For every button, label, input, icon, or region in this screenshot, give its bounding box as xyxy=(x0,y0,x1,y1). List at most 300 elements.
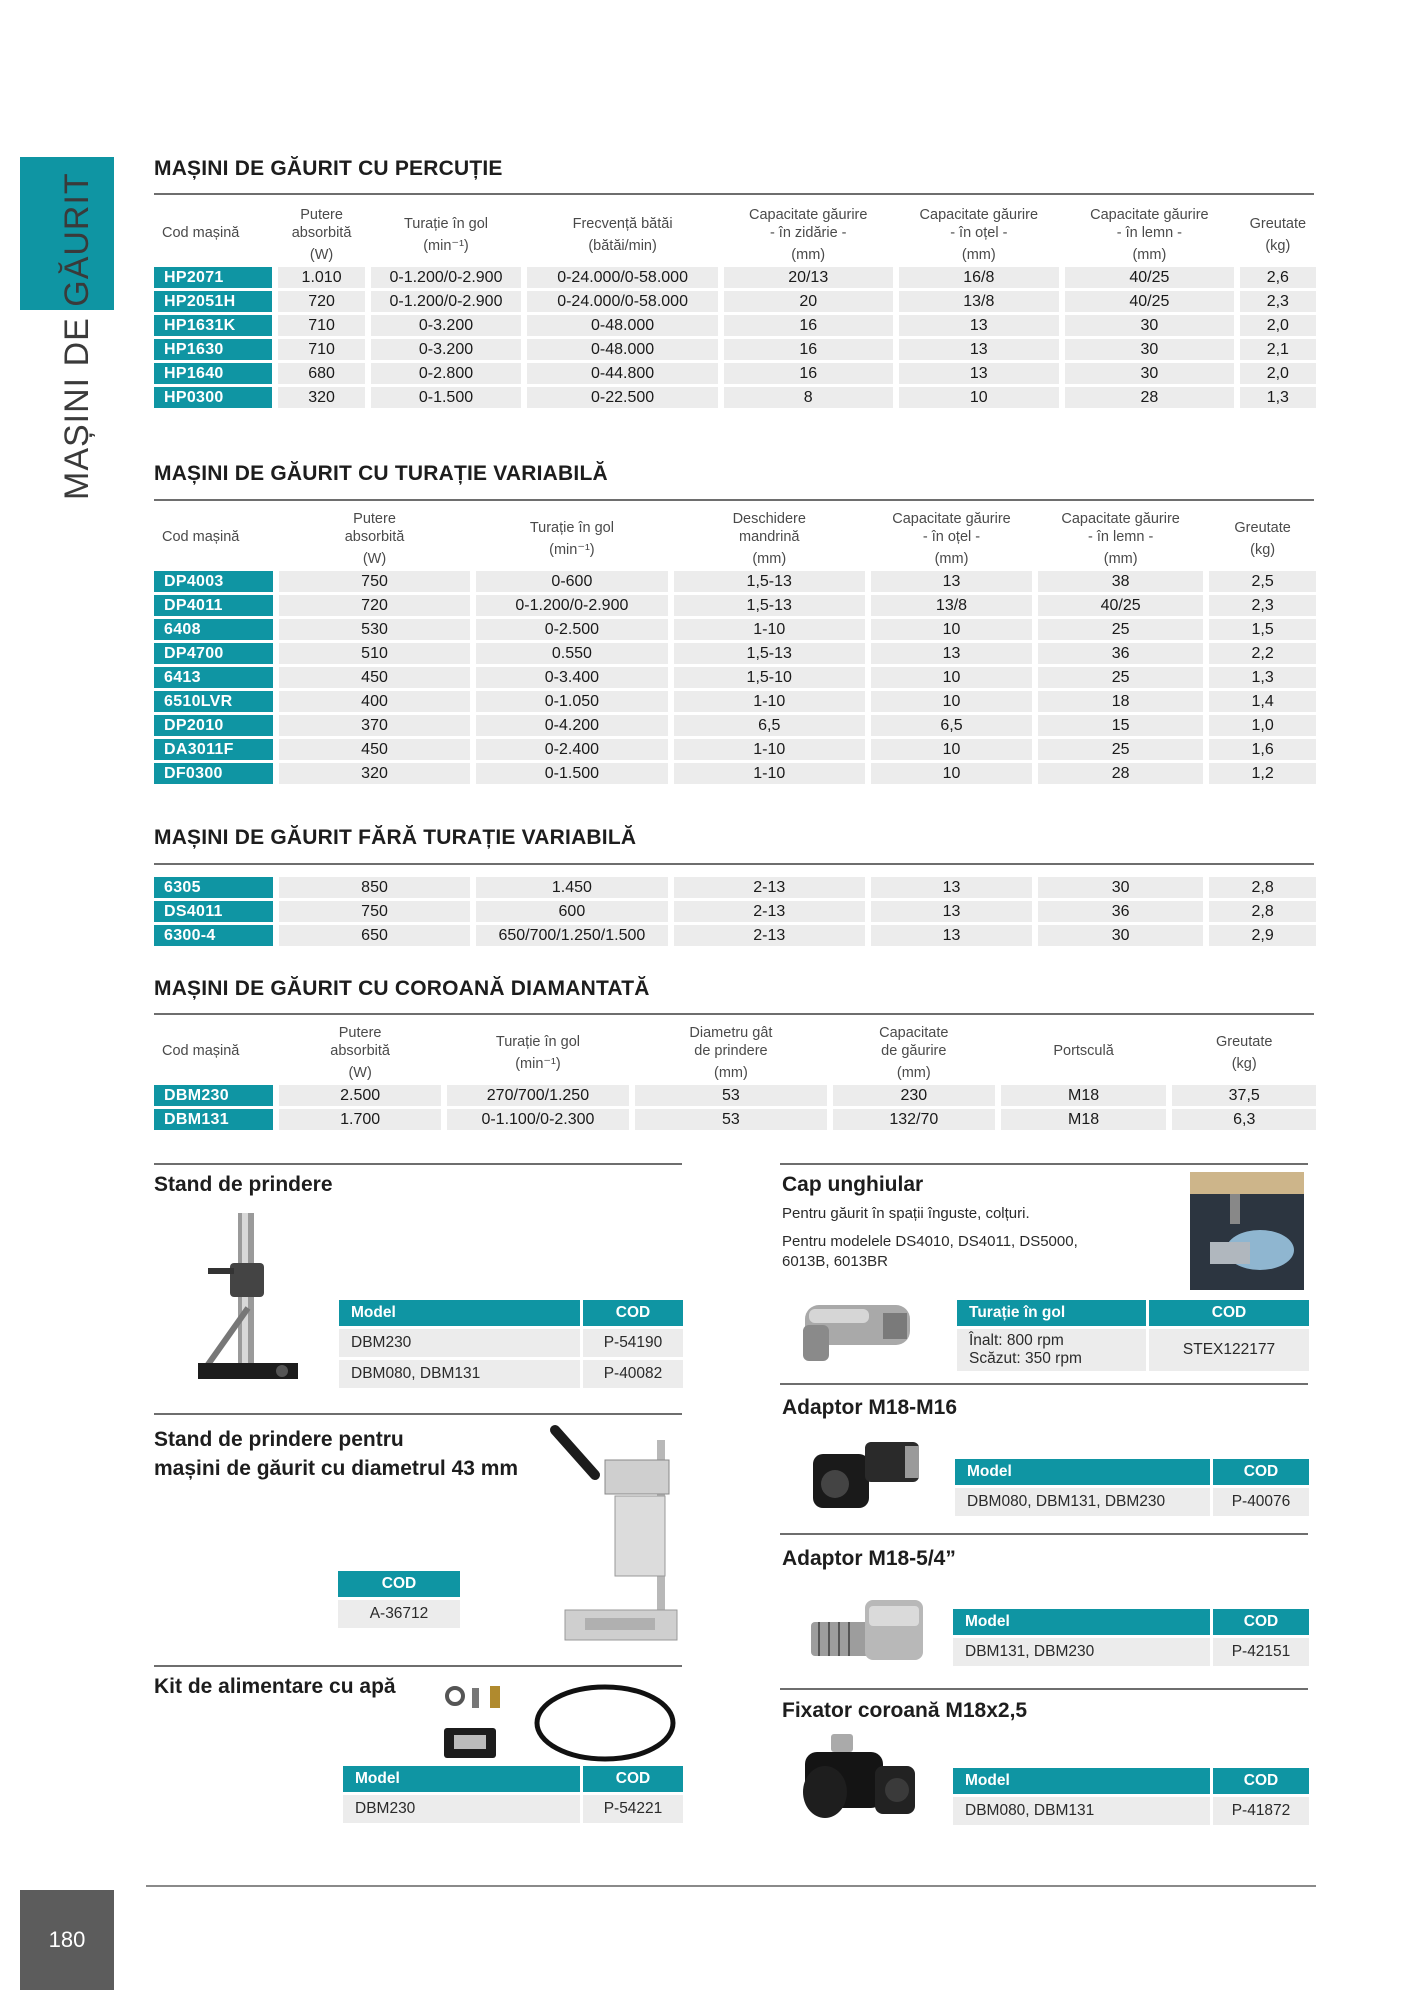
value-cell: 0-1.500 xyxy=(371,387,522,408)
bottom-divider xyxy=(146,1885,1316,1887)
column-header-unit: (mm) xyxy=(1103,551,1138,567)
column-header xyxy=(674,510,865,568)
column-header-unit: (mm) xyxy=(1132,247,1167,263)
column-header-label: Putere absorbită xyxy=(330,1025,390,1059)
value-cell: 6,5 xyxy=(871,715,1032,736)
column-header-label: Capacitate găurire - în lemn - xyxy=(1090,207,1209,241)
table-row xyxy=(154,619,1316,640)
value-cell: 600 xyxy=(476,901,667,922)
value-cell: 2-13 xyxy=(674,901,865,922)
water-kit-image xyxy=(440,1678,680,1768)
column-header-unit: (mm) xyxy=(896,1065,931,1081)
section-title-diamond: MAȘINI DE GĂURIT CU COROANĂ DIAMANTATĂ xyxy=(154,977,650,1000)
column-header xyxy=(635,1024,827,1082)
accessory-divider xyxy=(154,1163,682,1165)
model-code-cell: DP4700 xyxy=(154,643,273,664)
column-header xyxy=(871,510,1032,568)
page-number: 180 xyxy=(20,1890,114,1990)
accessory-divider xyxy=(780,1533,1308,1535)
value-cell: 530 xyxy=(279,619,470,640)
accessory-divider xyxy=(780,1163,1308,1165)
column-header xyxy=(1240,206,1316,264)
value-cell: 16 xyxy=(724,363,893,384)
column-header-unit: (mm) xyxy=(934,551,969,567)
value-cell: 25 xyxy=(1038,667,1203,688)
code-cell: P-54221 xyxy=(583,1795,683,1823)
column-header-unit: (W) xyxy=(348,1065,372,1081)
code-cell: P-54190 xyxy=(583,1329,683,1357)
value-cell: 0-2.800 xyxy=(371,363,522,384)
column-header xyxy=(1209,510,1316,568)
value-cell: 36 xyxy=(1038,643,1203,664)
code-header: COD xyxy=(1213,1459,1309,1485)
model-code-cell: DP4011 xyxy=(154,595,273,616)
model-cell: DBM131, DBM230 xyxy=(953,1638,1210,1666)
value-cell: 720 xyxy=(278,291,364,312)
column-header-label: Portsculă xyxy=(1053,1043,1114,1059)
value-cell: 10 xyxy=(871,667,1032,688)
value-cell: 0-2.400 xyxy=(476,739,667,760)
value-cell: 13 xyxy=(871,643,1032,664)
table-row xyxy=(154,363,1316,384)
column-header-label: Putere absorbită xyxy=(344,511,405,545)
column-header-unit: (kg) xyxy=(1250,542,1276,558)
angle-head-description: Pentru găurit în spații înguste, colțuri. xyxy=(782,1205,1030,1222)
value-cell: 20/13 xyxy=(724,267,893,288)
table-row xyxy=(154,643,1316,664)
value-cell: 1,0 xyxy=(1209,715,1316,736)
value-cell: 1,6 xyxy=(1209,739,1316,760)
value-cell: 13 xyxy=(899,339,1060,360)
table-row xyxy=(154,763,1316,784)
model-cell: DBM080, DBM131 xyxy=(339,1360,580,1388)
value-cell: 0.550 xyxy=(476,643,667,664)
stand-title: Stand de prindere xyxy=(154,1173,333,1196)
value-cell: 1,2 xyxy=(1209,763,1316,784)
value-cell: 37,5 xyxy=(1172,1085,1316,1106)
section-title-fixed: MAȘINI DE GĂURIT FĂRĂ TURAȚIE VARIABILĂ xyxy=(154,826,637,849)
code-cell: P-42151 xyxy=(1213,1638,1309,1666)
value-cell: 30 xyxy=(1065,363,1234,384)
model-code-cell: DBM230 xyxy=(154,1085,273,1106)
section-divider xyxy=(154,863,1314,865)
model-cell: DBM230 xyxy=(339,1329,580,1357)
value-cell: 720 xyxy=(279,595,470,616)
table-row xyxy=(154,877,1316,898)
column-header-label: Turație în gol xyxy=(495,1034,580,1050)
water-kit-table xyxy=(340,1763,686,1826)
value-cell: 40/25 xyxy=(1065,291,1234,312)
column-header xyxy=(371,206,522,264)
column-header xyxy=(1065,206,1234,264)
column-header-label: Cod mașină xyxy=(162,225,240,241)
value-cell: 13 xyxy=(871,925,1032,946)
column-header xyxy=(154,206,272,264)
code-header: COD xyxy=(1213,1609,1309,1635)
model-code-cell: HP2071 xyxy=(154,267,272,288)
column-header-label: Capacitate de găurire xyxy=(879,1025,949,1059)
section-divider xyxy=(154,193,1314,195)
value-cell: 13 xyxy=(899,363,1060,384)
model-cell: DBM080, DBM131, DBM230 xyxy=(955,1488,1210,1516)
section-divider xyxy=(154,499,1314,501)
model-code-cell: DP2010 xyxy=(154,715,273,736)
column-header-label: Deschidere mandrină xyxy=(732,511,806,545)
code-header: COD xyxy=(583,1300,683,1326)
adapter-m16-image xyxy=(805,1430,925,1520)
code-cell: P-40076 xyxy=(1213,1488,1309,1516)
value-cell: 2,3 xyxy=(1209,595,1316,616)
value-cell: 0-24.000/0-58.000 xyxy=(527,267,718,288)
angle-head-photo xyxy=(1190,1172,1304,1290)
column-header xyxy=(724,206,893,264)
side-category-label: MAȘINI DE GĂURIT xyxy=(58,172,96,500)
table-row xyxy=(154,291,1316,312)
value-cell: 53 xyxy=(635,1085,827,1106)
value-cell: 1-10 xyxy=(674,619,865,640)
value-cell: 850 xyxy=(279,877,470,898)
value-cell: 40/25 xyxy=(1065,267,1234,288)
column-header xyxy=(1038,510,1203,568)
value-cell: 2-13 xyxy=(674,925,865,946)
table-row xyxy=(154,1109,1316,1130)
value-cell: 30 xyxy=(1065,315,1234,336)
angle-head-table xyxy=(954,1297,1312,1374)
column-header xyxy=(899,206,1060,264)
water-kit-title: Kit de alimentare cu apă xyxy=(154,1675,396,1698)
value-cell: 16 xyxy=(724,339,893,360)
value-cell: 13/8 xyxy=(899,291,1060,312)
model-code-cell: HP1640 xyxy=(154,363,272,384)
value-cell: 15 xyxy=(1038,715,1203,736)
value-cell: 450 xyxy=(279,667,470,688)
table-row xyxy=(154,739,1316,760)
value-cell: 25 xyxy=(1038,619,1203,640)
value-cell: 1.010 xyxy=(278,267,364,288)
value-cell: 1,3 xyxy=(1240,387,1316,408)
model-code-cell: 6305 xyxy=(154,877,273,898)
column-header-label: Capacitate găurire - în zidărie - xyxy=(748,207,868,241)
value-cell: 10 xyxy=(871,619,1032,640)
model-code-cell: 6510LVR xyxy=(154,691,273,712)
value-cell: 2,1 xyxy=(1240,339,1316,360)
value-cell: 400 xyxy=(279,691,470,712)
code-header: COD xyxy=(583,1766,683,1792)
model-code-cell: DBM131 xyxy=(154,1109,273,1130)
value-cell: 2,9 xyxy=(1209,925,1316,946)
value-cell: 10 xyxy=(871,739,1032,760)
column-header xyxy=(279,1024,441,1082)
value-cell: 710 xyxy=(278,315,364,336)
table-header-row xyxy=(154,206,1316,264)
value-cell: 1-10 xyxy=(674,739,865,760)
column-header-label: Capacitate găurire - în oțel - xyxy=(892,511,1011,545)
value-cell: 0-2.500 xyxy=(476,619,667,640)
column-header-unit: (mm) xyxy=(752,551,787,567)
value-cell: 20 xyxy=(724,291,893,312)
code-cell: P-40082 xyxy=(583,1360,683,1388)
value-cell: 2,0 xyxy=(1240,363,1316,384)
value-cell: 28 xyxy=(1038,763,1203,784)
accessory-divider xyxy=(154,1665,682,1667)
section-divider xyxy=(154,1013,1314,1015)
table-row xyxy=(154,715,1316,736)
value-cell: 0-4.200 xyxy=(476,715,667,736)
column-header-label: Capacitate găurire - în oțel - xyxy=(919,207,1039,241)
value-cell: 2,8 xyxy=(1209,877,1316,898)
value-cell: 320 xyxy=(279,763,470,784)
model-code-cell: 6408 xyxy=(154,619,273,640)
column-header xyxy=(476,510,667,568)
accessory-divider xyxy=(780,1688,1308,1690)
code-header: COD xyxy=(1213,1768,1309,1794)
column-header-unit: (min⁻¹) xyxy=(515,1056,561,1072)
value-cell: 2.500 xyxy=(279,1085,441,1106)
value-cell: 40/25 xyxy=(1038,595,1203,616)
value-cell: 10 xyxy=(871,763,1032,784)
value-cell: 1,5-13 xyxy=(674,571,865,592)
crown-fixer-title: Fixator coroană M18x2,5 xyxy=(782,1699,1028,1722)
column-header xyxy=(278,206,364,264)
model-code-cell: DP4003 xyxy=(154,571,273,592)
value-cell: 370 xyxy=(279,715,470,736)
model-cell: DBM080, DBM131 xyxy=(953,1797,1210,1825)
table-row xyxy=(154,667,1316,688)
value-cell: 30 xyxy=(1038,925,1203,946)
table-header-row xyxy=(154,510,1316,568)
value-cell: 0-24.000/0-58.000 xyxy=(527,291,718,312)
model-code-cell: 6413 xyxy=(154,667,273,688)
value-cell: 13 xyxy=(899,315,1060,336)
column-header-label: Cod mașină xyxy=(162,529,240,545)
value-cell: 710 xyxy=(278,339,364,360)
column-header-unit: (mm) xyxy=(961,247,996,263)
adapter-m16-table xyxy=(952,1456,1312,1519)
value-cell: 0-3.200 xyxy=(371,315,522,336)
adapter-54-image xyxy=(805,1588,930,1678)
value-cell: 36 xyxy=(1038,901,1203,922)
value-cell: 2,5 xyxy=(1209,571,1316,592)
table-row xyxy=(154,339,1316,360)
adapter-54-table xyxy=(950,1606,1312,1669)
value-cell: 0-3.200 xyxy=(371,339,522,360)
table-row xyxy=(154,595,1316,616)
table-row xyxy=(154,925,1316,946)
value-cell: 0-600 xyxy=(476,571,667,592)
table-header-row xyxy=(154,1024,1316,1082)
column-header-unit: (min⁻¹) xyxy=(549,542,595,558)
section-title-variable: MAȘINI DE GĂURIT CU TURAȚIE VARIABILĂ xyxy=(154,462,608,485)
value-cell: 8 xyxy=(724,387,893,408)
value-cell: 2,3 xyxy=(1240,291,1316,312)
table-row xyxy=(154,1085,1316,1106)
model-header: Model xyxy=(953,1768,1210,1794)
value-cell: 30 xyxy=(1065,339,1234,360)
value-cell: 30 xyxy=(1038,877,1203,898)
value-cell: M18 xyxy=(1001,1109,1167,1130)
value-cell: 0-1.200/0-2.900 xyxy=(476,595,667,616)
column-header-unit: (mm) xyxy=(791,247,826,263)
model-code-cell: DF0300 xyxy=(154,763,273,784)
column-header-label: Diametru gât de prindere xyxy=(689,1025,773,1059)
value-cell: 28 xyxy=(1065,387,1234,408)
value-cell: 750 xyxy=(279,571,470,592)
value-cell: 38 xyxy=(1038,571,1203,592)
column-header xyxy=(154,510,273,568)
stand43-table xyxy=(335,1568,463,1631)
table-variable-speed xyxy=(148,507,1322,787)
value-cell: 2,6 xyxy=(1240,267,1316,288)
model-code-cell: DA3011F xyxy=(154,739,273,760)
value-cell: 650/700/1.250/1.500 xyxy=(476,925,667,946)
value-cell: 6,3 xyxy=(1172,1109,1316,1130)
value-cell: 0-1.200/0-2.900 xyxy=(371,267,522,288)
column-header-unit: (min⁻¹) xyxy=(423,238,469,254)
value-cell: 13 xyxy=(871,901,1032,922)
value-cell: 320 xyxy=(278,387,364,408)
column-header-label: Putere absorbită xyxy=(291,207,352,241)
column-header-label: Capacitate găurire - în lemn - xyxy=(1061,511,1180,545)
column-header-unit: (mm) xyxy=(714,1065,748,1081)
value-cell: 510 xyxy=(279,643,470,664)
column-header-label: Cod mașină xyxy=(162,1043,240,1059)
value-cell: 16/8 xyxy=(899,267,1060,288)
angle-head-models: 6013B, 6013BR xyxy=(782,1253,888,1270)
accessory-divider xyxy=(780,1383,1308,1385)
value-cell: 0-1.050 xyxy=(476,691,667,712)
column-header-unit: (kg) xyxy=(1265,238,1291,254)
crown-fixer-image xyxy=(795,1732,925,1832)
model-code-cell: DS4011 xyxy=(154,901,273,922)
crown-fixer-table xyxy=(950,1765,1312,1828)
table-row xyxy=(154,315,1316,336)
column-header xyxy=(527,206,718,264)
value-cell: 2-13 xyxy=(674,877,865,898)
value-cell: 1,5-13 xyxy=(674,595,865,616)
angle-head-title: Cap unghiular xyxy=(782,1173,924,1196)
drill-press-stand-image xyxy=(545,1420,685,1650)
value-cell: 13 xyxy=(871,877,1032,898)
code-cell: P-41872 xyxy=(1213,1797,1309,1825)
stand43-title: Stand de prindere pentru mașini de găurit cu diametrul 43 mm xyxy=(154,1428,519,1480)
value-cell: 0-1.500 xyxy=(476,763,667,784)
value-cell: 132/70 xyxy=(833,1109,995,1130)
column-header-label: Turație în gol xyxy=(529,520,614,536)
value-cell: 25 xyxy=(1038,739,1203,760)
value-cell: 450 xyxy=(279,739,470,760)
speed-header: Turație în gol xyxy=(957,1300,1146,1326)
speed-cell: Înalt: 800 rpm Scăzut: 350 rpm xyxy=(957,1329,1146,1371)
value-cell: 10 xyxy=(871,691,1032,712)
adapter-m16-title: Adaptor M18-M16 xyxy=(782,1396,958,1419)
model-header: Model xyxy=(339,1300,580,1326)
code-header: COD xyxy=(338,1571,460,1597)
value-cell: 230 xyxy=(833,1085,995,1106)
table-row xyxy=(154,901,1316,922)
value-cell: 16 xyxy=(724,315,893,336)
value-cell: 1,5-10 xyxy=(674,667,865,688)
angle-head-models: Pentru modelele DS4010, DS4011, DS5000, xyxy=(782,1233,1078,1250)
column-header xyxy=(279,510,470,568)
column-header-unit: (W) xyxy=(362,551,387,567)
drill-stand-image xyxy=(190,1208,300,1388)
angle-head-image xyxy=(795,1295,920,1365)
value-cell: 650 xyxy=(279,925,470,946)
table-row xyxy=(154,267,1316,288)
value-cell: 6,5 xyxy=(674,715,865,736)
value-cell: 13/8 xyxy=(871,595,1032,616)
value-cell: 1,4 xyxy=(1209,691,1316,712)
value-cell: M18 xyxy=(1001,1085,1167,1106)
value-cell: 53 xyxy=(635,1109,827,1130)
value-cell: 750 xyxy=(279,901,470,922)
column-header xyxy=(833,1024,995,1082)
column-header-label: Greutate xyxy=(1216,1034,1273,1050)
code-cell: A-36712 xyxy=(338,1600,460,1628)
value-cell: 2,0 xyxy=(1240,315,1316,336)
value-cell: 0-48.000 xyxy=(527,339,718,360)
stand-table xyxy=(336,1297,686,1391)
model-code-cell: HP1631K xyxy=(154,315,272,336)
table-row xyxy=(154,571,1316,592)
value-cell: 270/700/1.250 xyxy=(447,1085,629,1106)
column-header-label: Greutate xyxy=(1249,216,1307,232)
code-cell: STEX122177 xyxy=(1149,1329,1309,1371)
value-cell: 680 xyxy=(278,363,364,384)
code-header: COD xyxy=(1149,1300,1309,1326)
value-cell: 1-10 xyxy=(674,691,865,712)
value-cell: 0-1.100/0-2.300 xyxy=(447,1109,629,1130)
value-cell: 18 xyxy=(1038,691,1203,712)
column-header-label: Greutate xyxy=(1234,520,1291,536)
column-header-unit: (bătăi/min) xyxy=(588,238,657,254)
adapter-54-title: Adaptor M18-5/4” xyxy=(782,1547,956,1570)
table-percussion xyxy=(148,203,1322,411)
value-cell: 1,5 xyxy=(1209,619,1316,640)
value-cell: 0-3.400 xyxy=(476,667,667,688)
value-cell: 0-48.000 xyxy=(527,315,718,336)
column-header xyxy=(1172,1024,1316,1082)
column-header-label: Frecvență bătăi xyxy=(572,216,673,232)
column-header xyxy=(154,1024,273,1082)
model-code-cell: HP0300 xyxy=(154,387,272,408)
model-header: Model xyxy=(955,1459,1210,1485)
value-cell: 2,8 xyxy=(1209,901,1316,922)
accessory-divider xyxy=(154,1413,682,1415)
column-header xyxy=(1001,1024,1167,1082)
table-fixed-speed xyxy=(148,874,1322,949)
value-cell: 13 xyxy=(871,571,1032,592)
value-cell: 10 xyxy=(899,387,1060,408)
value-cell: 1,3 xyxy=(1209,667,1316,688)
model-header: Model xyxy=(953,1609,1210,1635)
section-title-percussion: MAȘINI DE GĂURIT CU PERCUȚIE xyxy=(154,157,503,180)
model-code-cell: HP2051H xyxy=(154,291,272,312)
value-cell: 1-10 xyxy=(674,763,865,784)
table-diamond-core xyxy=(148,1021,1322,1133)
value-cell: 1.450 xyxy=(476,877,667,898)
model-code-cell: HP1630 xyxy=(154,339,272,360)
column-header-unit: (W) xyxy=(309,247,334,263)
model-cell: DBM230 xyxy=(343,1795,580,1823)
model-header: Model xyxy=(343,1766,580,1792)
value-cell: 1.700 xyxy=(279,1109,441,1130)
value-cell: 0-44.800 xyxy=(527,363,718,384)
table-row xyxy=(154,691,1316,712)
column-header-label: Turație în gol xyxy=(403,216,489,232)
model-code-cell: 6300-4 xyxy=(154,925,273,946)
value-cell: 2,2 xyxy=(1209,643,1316,664)
